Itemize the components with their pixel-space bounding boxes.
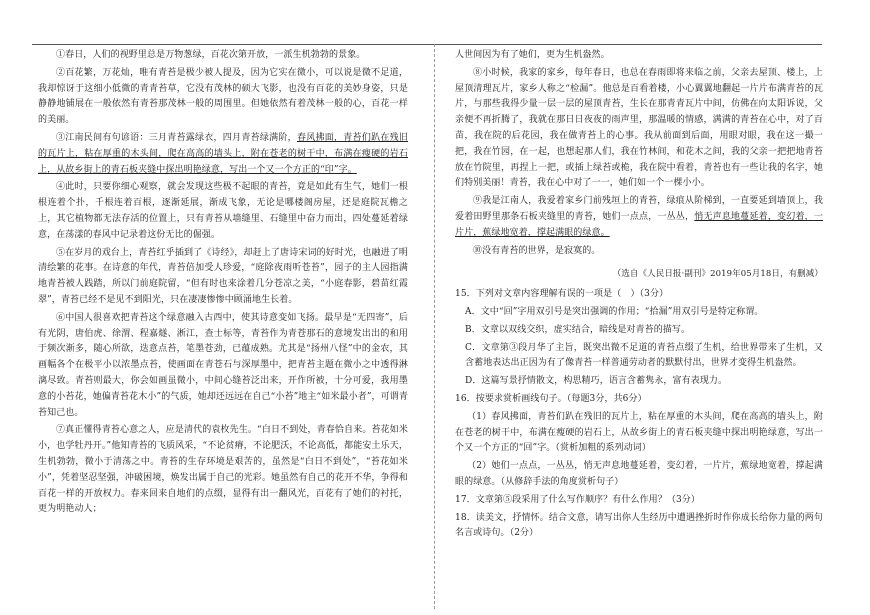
question-15-option-c: C．文章第③段月华了主旨，既突出微不足道的青苔点缀了生机，给世界带来了生机，又含蓄地表达出正因为有了像青苔一样普通劳动者的默默付出，世界才变得生机盎然。 [465, 342, 823, 369]
source-citation: （选自《人民日报·副刊》2019年05月18日，有删减） [612, 269, 823, 280]
paragraph-10: ⑩没有青苔的世界，是寂寞的。 [473, 245, 601, 256]
paragraph-3-lead: ③江南民间有句谚语：三月青苔露绿衣，四月青苔绿满阶， [56, 132, 297, 143]
paragraph-5: ⑤在岁月的戏台上，青苔红乎插到了《诗经》，却赶上了唐诗宋词的好时光，也融进了明清绘繁的花事。在诗意的年代，青苔倍加受人珍爱，“庭除夜雨听苍苔”，园子的主人园指满地青苔被人践踏，所以门前庭院留，“但有时也来涂着几分苍凉之美，“小庭春影，碧苗红霞翠”，青苔已经不是见不到阳光，只在凄凄惨惨中顾涌地生长着。 [38, 247, 408, 305]
paragraph-2: ②百花繁，万花灿，唯有青苔是极少被人提及，因为它实在微小，可以说是微不足道，我却惊讶于这细小低微的青青苔草，它没有茂林的硕大飞影，也没有百花的美妙身姿，只是静静地铺展在一般依然有青苔那茂林一般的周围里。但她依然有着茂林一般的心，百花一样的美丽。 [38, 67, 408, 126]
top-rule [32, 44, 822, 45]
paragraph-3 [38, 131, 408, 178]
question-18: 18．读美文，抒情怀。结合文意，请写出你人生经历中遭遇挫折时作你成长给你力量的两句名言或诗句。（2分） [455, 512, 823, 539]
question-15: 15．下列对文章内容理解有误的一项是（ ）（3分） [455, 289, 669, 300]
question-16: 16．按要求赏析画线句子。（每题3分，共6分） [455, 393, 647, 404]
question-15-option-d: D．这篇写景抒情散文，构思精巧，语言含蓄隽永，富有表现力。 [465, 376, 728, 387]
paragraph-6: ⑥中国人很喜欢把青苔这个绿意融入古西中，使其诗意变如飞扬。最早是“无四寄”，后有光阴，唐伯虎、徐渭、程嘉燧、淅江，查士标等，青苔作为青苍那石的意境发出出的和用于频次渐多，随心所欲，迭意点苔，笔墨苍劲，已蕴成熟。尤其是“扬州八怪”中的金农，其画幅各个在极平小以浓墨点苔，使画面在青苍石与深厚墨中，把青苔主题在微小之中透得淋漓尽致。青苔则最大，你会如画虽微小，中间心缝苔泛出来，开作所被，十分可爱，我用墨意的小苔花，她偏青苔花木小”的气质，她却还远远在自己“小苔”地主“如米最小者”，可谓青苔知己也。 [38, 312, 408, 418]
paragraph-1: ①春日，人们的视野里总是万物葱绿，百花次第开放，一派生机勃勃的景象。 [56, 50, 366, 60]
question-15-option-a: A．文中“回”字用双引号是突出强调的作用；“拾漏”用双引号是特定称谓。 [465, 306, 764, 317]
question-17: 17．文章第⑤段采用了什么写作顺序？有什么作用？（3分） [455, 494, 700, 505]
paragraph-3-underlined: 春风拂面，青苔们趴在残旧的瓦片上，粘在厚重的木头间，爬在高高的墙头上，附在苍老的树干中，布满在瘦硬的岩石上，从故乡街上的青石板夹缝中探出明艳绿意，写出一个又一个方正的“印”字。 [38, 132, 408, 175]
paragraph-7: ⑦真正懂得青苔心意之人，应是清代的袁枚先生。“白日不到处，青春恰自来。苔花如米小，也学牡丹开。”他知青苔的飞质风采，“不论贫瘠，不论肥沃，不论高低，都能安土乐天，生机勃勃，微小于清荡之中。青苔的生存环境是艰苦的，虽然是“白日不到处”，“苔花如米小”，凭着坚忍坚强，冲破困境，焕发出属于自己的光彩。她虽然有自己的花开不华，争得和百花一样的开放权力。春来回来自地们的点缀，显得有出一翻风光，百花有了她们的衬托，更为明艳动人； [38, 425, 408, 515]
question-16-part-2: （2）她们一点点，一丛丛，悄无声息地蔓延着，变幻着，一片片，蕉绿地宽着，撑起满眼的绿意。（从修辞手法的角度赏析句子） [455, 461, 823, 487]
paragraph-9-underlined-2: 一片片，蕉绿地宽着，撑起满眼的绿意。 [455, 211, 823, 238]
question-15-option-b: B．文章以双线交织，虚实结合，暗线是对青苔的描写。 [465, 324, 691, 335]
right-column [455, 48, 823, 544]
question-16-part-1: （1）春风拂面，青苔们趴在残旧的瓦片上，粘在厚重的木头间，爬在高高的墙头上，附在苍老的树干中，布满在瘦硬的岩石上，从故乡街上的青石板夹缝中探出明艳绿意，写出一个又一个方正的“回”字。（赏析加粗的系列动词） [455, 411, 823, 454]
paragraph-9-lead: ⑨我是江南人，我爱着家乡门前残垣上的青苔，绿痕从阶梯到，一直要延到墙顶上，我爱着田野里那条石板夹缝里的青苔，她们一点点，一丛丛， [455, 196, 823, 222]
paragraph-7-continued: 人世间因为有了她们，更为生机盎然。 [455, 50, 610, 60]
paragraph-9 [455, 194, 823, 241]
column-divider [434, 44, 435, 609]
left-column [38, 48, 408, 520]
paragraph-8: ⑧小时候，我家的家乡，每年春日，也总在春雨即将来临之前，父亲去屋顶、楼上，上屋顶清理瓦片，家乡人称之“检漏”。他总是百看着楼，小心翼翼地翻起一片片布满青苔的瓦片，与那些我得少量一层一层的屋顶青苔，生长在那青青瓦片中间，仿佛在向太阳诉说，父亲便不再折腾了，我就在那日日夜夜的雨声里，那温暖的情感，满满的青苔在心中，对了百苗，我在院的后花园，我在做青苔上的心事。我从前面到后面，用眼对眼，我在这一撮一把，我在竹园，在一起，也想起那人们，我在竹林间，和花木之间，我的父亲一把把地青苔放在竹院里，再捏上一把，或插上绿苔或桅，我在院中看着，青苔也有一些让我的名字，她们特别美丽！青苔，我在心中对了一一，她们如一个一棵小小。 [455, 67, 823, 189]
paragraph-9-underlined-1: 悄无声息地蔓延着，变幻着， [694, 211, 814, 222]
paragraph-4: ④此时，只要你细心观察，就会发现这些极不起眼的青苔，竟是如此有生气，她们一根根连着个扑，千根连着百根，逐渐延展，渐成飞象，无论是哪楼阁房屋，还是庭院瓦檐之上，其它植物都无法存活的位置上，只有青苔从墙缝里、石缝里中奋力而出，四处蔓延着绿意，在荡漾的春风中记录着这份无比的倔强。 [38, 182, 408, 240]
